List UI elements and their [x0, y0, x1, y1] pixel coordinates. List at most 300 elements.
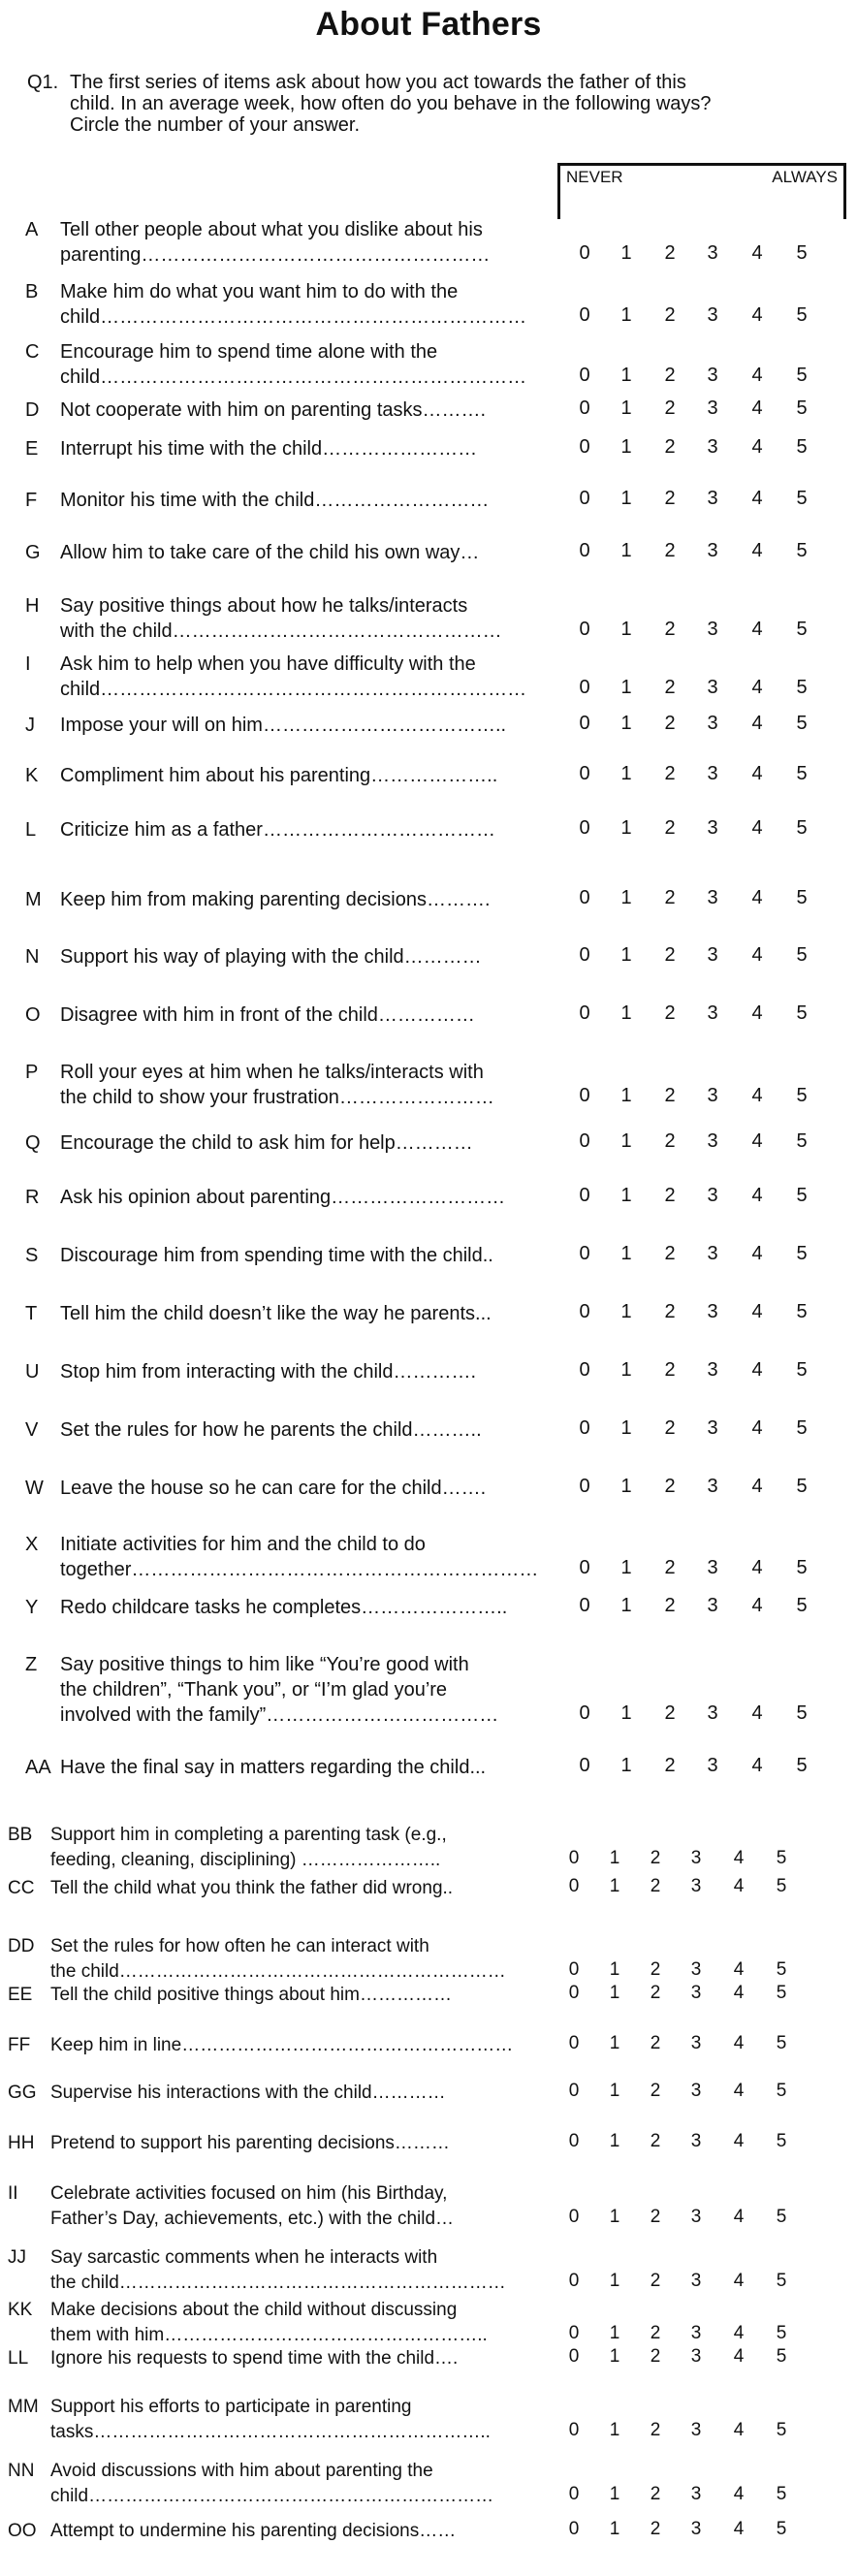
response-option-4[interactable]: 4 — [733, 2081, 745, 2101]
response-option-0[interactable]: 0 — [568, 2519, 580, 2539]
question-number: Q1. — [27, 72, 59, 93]
item-code: J — [25, 715, 35, 736]
response-option-1[interactable]: 1 — [620, 1417, 632, 1439]
scale-always-label: ALWAYS — [772, 168, 838, 186]
item-text-line: feeding, cleaning, disciplining) ………………….. — [50, 1850, 441, 1870]
response-option-0[interactable]: 0 — [579, 1417, 590, 1439]
response-option-2[interactable]: 2 — [650, 1959, 661, 1980]
response-option-2[interactable]: 2 — [664, 1476, 676, 1497]
response-option-2[interactable]: 2 — [664, 1755, 676, 1776]
response-option-0[interactable]: 0 — [568, 2346, 580, 2367]
response-option-0[interactable]: 0 — [579, 887, 590, 908]
response-option-2[interactable]: 2 — [664, 1702, 676, 1724]
item-text-line: Set the rules for how he parents the child……….. — [60, 1419, 482, 1441]
response-option-5[interactable]: 5 — [796, 817, 808, 839]
question-line: child. In an average week, how often do you behave in the following ways? — [70, 93, 712, 114]
response-option-1[interactable]: 1 — [609, 2346, 620, 2367]
response-option-4[interactable]: 4 — [751, 365, 763, 386]
response-option-4[interactable]: 4 — [751, 1702, 763, 1724]
response-scale — [0, 1755, 857, 1780]
response-option-4[interactable]: 4 — [733, 1876, 745, 1896]
response-option-3[interactable]: 3 — [690, 1983, 702, 2003]
response-option-4[interactable]: 4 — [733, 2420, 745, 2440]
response-option-4[interactable]: 4 — [751, 1557, 763, 1578]
response-option-0[interactable]: 0 — [579, 304, 590, 326]
response-option-4[interactable]: 4 — [751, 944, 763, 966]
response-option-3[interactable]: 3 — [707, 1130, 718, 1152]
response-option-5[interactable]: 5 — [796, 1085, 808, 1106]
response-option-4[interactable]: 4 — [733, 2346, 745, 2367]
response-option-3[interactable]: 3 — [690, 2271, 702, 2291]
response-option-1[interactable]: 1 — [620, 763, 632, 784]
response-option-0[interactable]: 0 — [579, 436, 590, 458]
response-scale — [0, 488, 857, 513]
item-text-line: Avoid discussions with him about parenting the — [50, 2461, 433, 2481]
response-option-0[interactable]: 0 — [568, 2081, 580, 2101]
response-option-3[interactable]: 3 — [707, 1002, 718, 1024]
item-row-e — [0, 436, 857, 461]
response-option-2[interactable]: 2 — [664, 488, 676, 509]
item-text-line: Monitor his time with the child……………………… — [60, 490, 490, 511]
response-option-5[interactable]: 5 — [796, 1702, 808, 1724]
response-option-4[interactable]: 4 — [733, 2519, 745, 2539]
item-text-line: Ask his opinion about parenting……………………… — [60, 1187, 506, 1208]
response-option-4[interactable]: 4 — [751, 619, 763, 640]
response-option-3[interactable]: 3 — [707, 365, 718, 386]
item-text-line: Leave the house so he can care for the child……. — [60, 1478, 487, 1499]
item-text-line: child………………………………………………………… — [60, 679, 527, 700]
response-option-1[interactable]: 1 — [620, 398, 632, 419]
response-option-0[interactable]: 0 — [568, 1983, 580, 2003]
item-row-cc — [0, 1876, 857, 1901]
response-option-3[interactable]: 3 — [707, 1755, 718, 1776]
response-option-5[interactable]: 5 — [796, 1002, 808, 1024]
response-option-4[interactable]: 4 — [751, 540, 763, 561]
response-option-4[interactable]: 4 — [751, 488, 763, 509]
response-option-4[interactable]: 4 — [751, 887, 763, 908]
response-option-4[interactable]: 4 — [751, 1085, 763, 1106]
item-row-b — [0, 279, 857, 330]
item-row-w — [0, 1476, 857, 1501]
response-option-0[interactable]: 0 — [579, 1301, 590, 1322]
item-text-line: Keep him from making parenting decisions………. — [60, 889, 491, 910]
response-option-2[interactable]: 2 — [664, 540, 676, 561]
response-option-3[interactable]: 3 — [707, 1476, 718, 1497]
response-option-3[interactable]: 3 — [690, 2081, 702, 2101]
response-option-3[interactable]: 3 — [707, 436, 718, 458]
response-option-4[interactable]: 4 — [733, 2033, 745, 2053]
response-option-0[interactable]: 0 — [579, 763, 590, 784]
response-option-2[interactable]: 2 — [664, 365, 676, 386]
response-option-4[interactable]: 4 — [751, 436, 763, 458]
response-option-4[interactable]: 4 — [733, 2484, 745, 2504]
response-option-3[interactable]: 3 — [707, 1301, 718, 1322]
response-option-0[interactable]: 0 — [579, 713, 590, 734]
item-code: II — [8, 2183, 18, 2204]
response-option-1[interactable]: 1 — [620, 1476, 632, 1497]
item-text-line: tasks……………………………………………………….. — [50, 2422, 491, 2442]
response-option-2[interactable]: 2 — [664, 619, 676, 640]
item-row-y — [0, 1595, 857, 1620]
response-option-3[interactable]: 3 — [690, 1848, 702, 1868]
response-option-0[interactable]: 0 — [568, 2420, 580, 2440]
response-option-4[interactable]: 4 — [751, 1595, 763, 1616]
response-option-5[interactable]: 5 — [796, 677, 808, 698]
response-option-0[interactable]: 0 — [568, 1959, 580, 1980]
item-row-p — [0, 1060, 857, 1110]
response-option-0[interactable]: 0 — [568, 2131, 580, 2151]
response-option-4[interactable]: 4 — [751, 398, 763, 419]
response-option-1[interactable]: 1 — [609, 1959, 620, 1980]
response-option-3[interactable]: 3 — [690, 2323, 702, 2343]
response-option-3[interactable]: 3 — [690, 2420, 702, 2440]
response-option-4[interactable]: 4 — [751, 242, 763, 264]
response-option-0[interactable]: 0 — [579, 1476, 590, 1497]
response-option-5[interactable]: 5 — [796, 1557, 808, 1578]
response-option-1[interactable]: 1 — [609, 2271, 620, 2291]
response-option-4[interactable]: 4 — [751, 1130, 763, 1152]
response-option-5[interactable]: 5 — [776, 1959, 787, 1980]
response-option-1[interactable]: 1 — [609, 1983, 620, 2003]
response-option-5[interactable]: 5 — [796, 1243, 808, 1264]
response-option-2[interactable]: 2 — [650, 2346, 661, 2367]
response-option-3[interactable]: 3 — [707, 1243, 718, 1264]
response-option-5[interactable]: 5 — [776, 2271, 787, 2291]
response-option-1[interactable]: 1 — [620, 1243, 632, 1264]
response-option-4[interactable]: 4 — [733, 2131, 745, 2151]
response-option-3[interactable]: 3 — [707, 540, 718, 561]
response-option-0[interactable]: 0 — [579, 1085, 590, 1106]
response-option-0[interactable]: 0 — [579, 1130, 590, 1152]
response-option-1[interactable]: 1 — [620, 887, 632, 908]
response-option-3[interactable]: 3 — [707, 677, 718, 698]
response-option-3[interactable]: 3 — [690, 2519, 702, 2539]
response-option-0[interactable]: 0 — [579, 817, 590, 839]
response-option-0[interactable]: 0 — [568, 1876, 580, 1896]
item-text-line: Set the rules for how often he can interact with — [50, 1936, 429, 1956]
response-option-5[interactable]: 5 — [776, 2323, 787, 2343]
response-option-2[interactable]: 2 — [664, 242, 676, 264]
response-option-5[interactable]: 5 — [796, 1417, 808, 1439]
response-option-5[interactable]: 5 — [796, 304, 808, 326]
response-option-5[interactable]: 5 — [796, 1185, 808, 1206]
response-option-3[interactable]: 3 — [690, 2207, 702, 2227]
response-option-2[interactable]: 2 — [650, 2033, 661, 2053]
response-option-5[interactable]: 5 — [796, 944, 808, 966]
response-option-1[interactable]: 1 — [620, 365, 632, 386]
response-option-2[interactable]: 2 — [664, 1595, 676, 1616]
item-text-line: child………………………………………………………… — [60, 306, 527, 328]
response-option-5[interactable]: 5 — [796, 1476, 808, 1497]
response-option-3[interactable]: 3 — [690, 1876, 702, 1896]
item-row-bb — [0, 1823, 857, 1873]
response-option-2[interactable]: 2 — [650, 2420, 661, 2440]
response-option-1[interactable]: 1 — [609, 2519, 620, 2539]
response-scale — [0, 1002, 857, 1028]
response-option-2[interactable]: 2 — [664, 817, 676, 839]
response-option-2[interactable]: 2 — [664, 1130, 676, 1152]
response-option-4[interactable]: 4 — [733, 1959, 745, 1980]
response-option-0[interactable]: 0 — [579, 1595, 590, 1616]
response-option-5[interactable]: 5 — [776, 2346, 787, 2367]
response-option-1[interactable]: 1 — [609, 2207, 620, 2227]
response-option-4[interactable]: 4 — [751, 1417, 763, 1439]
response-option-0[interactable]: 0 — [579, 1755, 590, 1776]
response-option-2[interactable]: 2 — [664, 1085, 676, 1106]
response-option-4[interactable]: 4 — [733, 2271, 745, 2291]
response-option-3[interactable]: 3 — [707, 763, 718, 784]
response-option-3[interactable]: 3 — [707, 944, 718, 966]
response-option-4[interactable]: 4 — [751, 304, 763, 326]
response-option-5[interactable]: 5 — [776, 2420, 787, 2440]
response-option-1[interactable]: 1 — [620, 1359, 632, 1381]
response-scale — [0, 713, 857, 738]
response-option-2[interactable]: 2 — [664, 1185, 676, 1206]
item-code: G — [25, 542, 41, 563]
response-option-5[interactable]: 5 — [796, 242, 808, 264]
response-option-4[interactable]: 4 — [751, 1243, 763, 1264]
response-option-1[interactable]: 1 — [609, 2323, 620, 2343]
response-option-5[interactable]: 5 — [796, 1359, 808, 1381]
item-text-line: Compliment him about his parenting……………….. — [60, 765, 498, 786]
response-option-2[interactable]: 2 — [650, 2081, 661, 2101]
response-option-1[interactable]: 1 — [620, 713, 632, 734]
response-option-4[interactable]: 4 — [751, 1301, 763, 1322]
response-option-5[interactable]: 5 — [796, 1301, 808, 1322]
response-option-4[interactable]: 4 — [751, 1185, 763, 1206]
response-option-2[interactable]: 2 — [650, 2131, 661, 2151]
response-option-5[interactable]: 5 — [796, 436, 808, 458]
response-option-5[interactable]: 5 — [796, 1130, 808, 1152]
item-row-a — [0, 217, 857, 268]
response-option-1[interactable]: 1 — [620, 817, 632, 839]
response-option-0[interactable]: 0 — [579, 1185, 590, 1206]
response-option-0[interactable]: 0 — [568, 2484, 580, 2504]
response-option-0[interactable]: 0 — [579, 677, 590, 698]
response-option-3[interactable]: 3 — [707, 817, 718, 839]
response-option-5[interactable]: 5 — [796, 1755, 808, 1776]
item-text-line: Roll your eyes at him when he talks/interacts with — [60, 1062, 484, 1083]
response-option-5[interactable]: 5 — [796, 713, 808, 734]
response-option-0[interactable]: 0 — [568, 1848, 580, 1868]
response-option-3[interactable]: 3 — [707, 398, 718, 419]
response-option-1[interactable]: 1 — [609, 1848, 620, 1868]
item-row-m — [0, 887, 857, 912]
response-option-3[interactable]: 3 — [690, 1959, 702, 1980]
response-option-4[interactable]: 4 — [733, 2207, 745, 2227]
response-option-0[interactable]: 0 — [579, 488, 590, 509]
item-text-line: child………………………………………………………… — [60, 366, 527, 388]
response-option-1[interactable]: 1 — [620, 1755, 632, 1776]
response-option-5[interactable]: 5 — [796, 619, 808, 640]
response-option-2[interactable]: 2 — [664, 304, 676, 326]
response-option-2[interactable]: 2 — [664, 713, 676, 734]
response-option-2[interactable]: 2 — [664, 1301, 676, 1322]
response-option-4[interactable]: 4 — [751, 677, 763, 698]
response-option-3[interactable]: 3 — [707, 1359, 718, 1381]
item-text-line: Impose your will on him……………………………….. — [60, 715, 507, 736]
item-text-line: Support him in completing a parenting task (e.g., — [50, 1825, 447, 1845]
response-option-4[interactable]: 4 — [733, 2323, 745, 2343]
response-option-3[interactable]: 3 — [707, 1417, 718, 1439]
response-option-1[interactable]: 1 — [620, 1557, 632, 1578]
item-code: N — [25, 946, 40, 968]
response-option-4[interactable]: 4 — [733, 1983, 745, 2003]
response-option-1[interactable]: 1 — [620, 1130, 632, 1152]
response-option-5[interactable]: 5 — [796, 887, 808, 908]
response-option-2[interactable]: 2 — [664, 763, 676, 784]
response-option-2[interactable]: 2 — [664, 677, 676, 698]
item-row-dd — [0, 1934, 857, 1985]
response-option-1[interactable]: 1 — [620, 488, 632, 509]
response-option-2[interactable]: 2 — [650, 1876, 661, 1896]
response-option-2[interactable]: 2 — [650, 2323, 661, 2343]
response-option-3[interactable]: 3 — [690, 2346, 702, 2367]
response-option-1[interactable]: 1 — [620, 242, 632, 264]
response-option-3[interactable]: 3 — [707, 1085, 718, 1106]
response-option-5[interactable]: 5 — [776, 2081, 787, 2101]
response-option-5[interactable]: 5 — [796, 365, 808, 386]
response-option-2[interactable]: 2 — [664, 944, 676, 966]
response-option-2[interactable]: 2 — [664, 398, 676, 419]
response-option-1[interactable]: 1 — [620, 619, 632, 640]
response-option-0[interactable]: 0 — [568, 2323, 580, 2343]
response-option-1[interactable]: 1 — [620, 436, 632, 458]
item-text-line: the child……………………………………………………… — [50, 2273, 506, 2293]
response-option-0[interactable]: 0 — [579, 1243, 590, 1264]
item-row-nn — [0, 2459, 857, 2509]
response-option-0[interactable]: 0 — [579, 944, 590, 966]
item-row-hh — [0, 2131, 857, 2156]
response-option-0[interactable]: 0 — [579, 398, 590, 419]
response-option-5[interactable]: 5 — [796, 488, 808, 509]
response-option-3[interactable]: 3 — [707, 619, 718, 640]
response-option-5[interactable]: 5 — [776, 2207, 787, 2227]
response-option-5[interactable]: 5 — [796, 763, 808, 784]
response-option-1[interactable]: 1 — [620, 1301, 632, 1322]
response-option-1[interactable]: 1 — [609, 2484, 620, 2504]
response-option-2[interactable]: 2 — [664, 887, 676, 908]
response-option-3[interactable]: 3 — [707, 1557, 718, 1578]
item-text-line: Supervise his interactions with the child………… — [50, 2083, 446, 2103]
response-option-3[interactable]: 3 — [707, 242, 718, 264]
response-option-0[interactable]: 0 — [579, 1002, 590, 1024]
response-option-5[interactable]: 5 — [796, 1595, 808, 1616]
response-option-1[interactable]: 1 — [620, 1185, 632, 1206]
response-option-1[interactable]: 1 — [620, 540, 632, 561]
response-option-0[interactable]: 0 — [579, 540, 590, 561]
response-option-5[interactable]: 5 — [796, 398, 808, 419]
item-text-line: them with him…………………………………………….. — [50, 2325, 488, 2345]
response-option-4[interactable]: 4 — [751, 1359, 763, 1381]
response-option-3[interactable]: 3 — [707, 1185, 718, 1206]
response-option-1[interactable]: 1 — [620, 677, 632, 698]
response-option-4[interactable]: 4 — [751, 1476, 763, 1497]
response-option-3[interactable]: 3 — [707, 488, 718, 509]
response-option-1[interactable]: 1 — [620, 1595, 632, 1616]
response-option-3[interactable]: 3 — [690, 2484, 702, 2504]
response-option-1[interactable]: 1 — [620, 944, 632, 966]
response-option-2[interactable]: 2 — [664, 1002, 676, 1024]
response-option-0[interactable]: 0 — [568, 2033, 580, 2053]
response-option-5[interactable]: 5 — [776, 2131, 787, 2151]
response-option-1[interactable]: 1 — [609, 2081, 620, 2101]
item-row-l — [0, 817, 857, 843]
response-option-2[interactable]: 2 — [664, 1557, 676, 1578]
response-option-5[interactable]: 5 — [776, 2484, 787, 2504]
response-option-0[interactable]: 0 — [579, 1557, 590, 1578]
response-option-2[interactable]: 2 — [650, 2271, 661, 2291]
response-option-3[interactable]: 3 — [707, 1595, 718, 1616]
response-option-2[interactable]: 2 — [650, 1983, 661, 2003]
response-option-4[interactable]: 4 — [751, 817, 763, 839]
response-option-1[interactable]: 1 — [620, 304, 632, 326]
response-scale — [0, 2346, 857, 2371]
response-option-3[interactable]: 3 — [707, 1702, 718, 1724]
response-option-1[interactable]: 1 — [620, 1085, 632, 1106]
response-option-3[interactable]: 3 — [707, 887, 718, 908]
response-option-4[interactable]: 4 — [733, 1848, 745, 1868]
response-option-5[interactable]: 5 — [796, 540, 808, 561]
response-option-0[interactable]: 0 — [579, 242, 590, 264]
response-option-4[interactable]: 4 — [751, 1755, 763, 1776]
response-option-1[interactable]: 1 — [609, 2420, 620, 2440]
response-option-5[interactable]: 5 — [776, 1983, 787, 2003]
response-option-1[interactable]: 1 — [609, 1876, 620, 1896]
response-option-0[interactable]: 0 — [568, 2207, 580, 2227]
response-option-4[interactable]: 4 — [751, 713, 763, 734]
response-option-5[interactable]: 5 — [776, 2519, 787, 2539]
response-option-2[interactable]: 2 — [664, 1417, 676, 1439]
response-option-2[interactable]: 2 — [650, 2519, 661, 2539]
response-scale — [0, 1243, 857, 1268]
response-option-5[interactable]: 5 — [776, 2033, 787, 2053]
response-option-3[interactable]: 3 — [707, 304, 718, 326]
response-option-1[interactable]: 1 — [609, 2131, 620, 2151]
response-option-3[interactable]: 3 — [690, 2131, 702, 2151]
response-option-2[interactable]: 2 — [650, 2484, 661, 2504]
response-option-0[interactable]: 0 — [568, 2271, 580, 2291]
response-option-2[interactable]: 2 — [650, 2207, 661, 2227]
response-option-4[interactable]: 4 — [751, 763, 763, 784]
response-scale — [0, 1130, 857, 1156]
response-scale — [0, 1557, 857, 1582]
response-option-3[interactable]: 3 — [707, 713, 718, 734]
response-option-0[interactable]: 0 — [579, 1702, 590, 1724]
item-code: OO — [8, 2521, 37, 2541]
response-option-0[interactable]: 0 — [579, 365, 590, 386]
item-code: D — [25, 399, 40, 421]
response-option-1[interactable]: 1 — [620, 1702, 632, 1724]
response-option-1[interactable]: 1 — [609, 2033, 620, 2053]
response-option-2[interactable]: 2 — [664, 436, 676, 458]
item-text-line: Not cooperate with him on parenting tasks………. — [60, 399, 487, 421]
response-option-3[interactable]: 3 — [690, 2033, 702, 2053]
response-option-2[interactable]: 2 — [664, 1243, 676, 1264]
item-text-line: Celebrate activities focused on him (his Birthday, — [50, 2183, 448, 2204]
response-option-2[interactable]: 2 — [664, 1359, 676, 1381]
item-code: LL — [8, 2348, 29, 2369]
response-option-4[interactable]: 4 — [751, 1002, 763, 1024]
item-code: EE — [8, 1985, 33, 2005]
response-option-0[interactable]: 0 — [579, 619, 590, 640]
response-option-1[interactable]: 1 — [620, 1002, 632, 1024]
response-option-5[interactable]: 5 — [776, 1876, 787, 1896]
question-text — [70, 72, 836, 136]
response-option-2[interactable]: 2 — [650, 1848, 661, 1868]
response-option-5[interactable]: 5 — [776, 1848, 787, 1868]
response-option-0[interactable]: 0 — [579, 1359, 590, 1381]
